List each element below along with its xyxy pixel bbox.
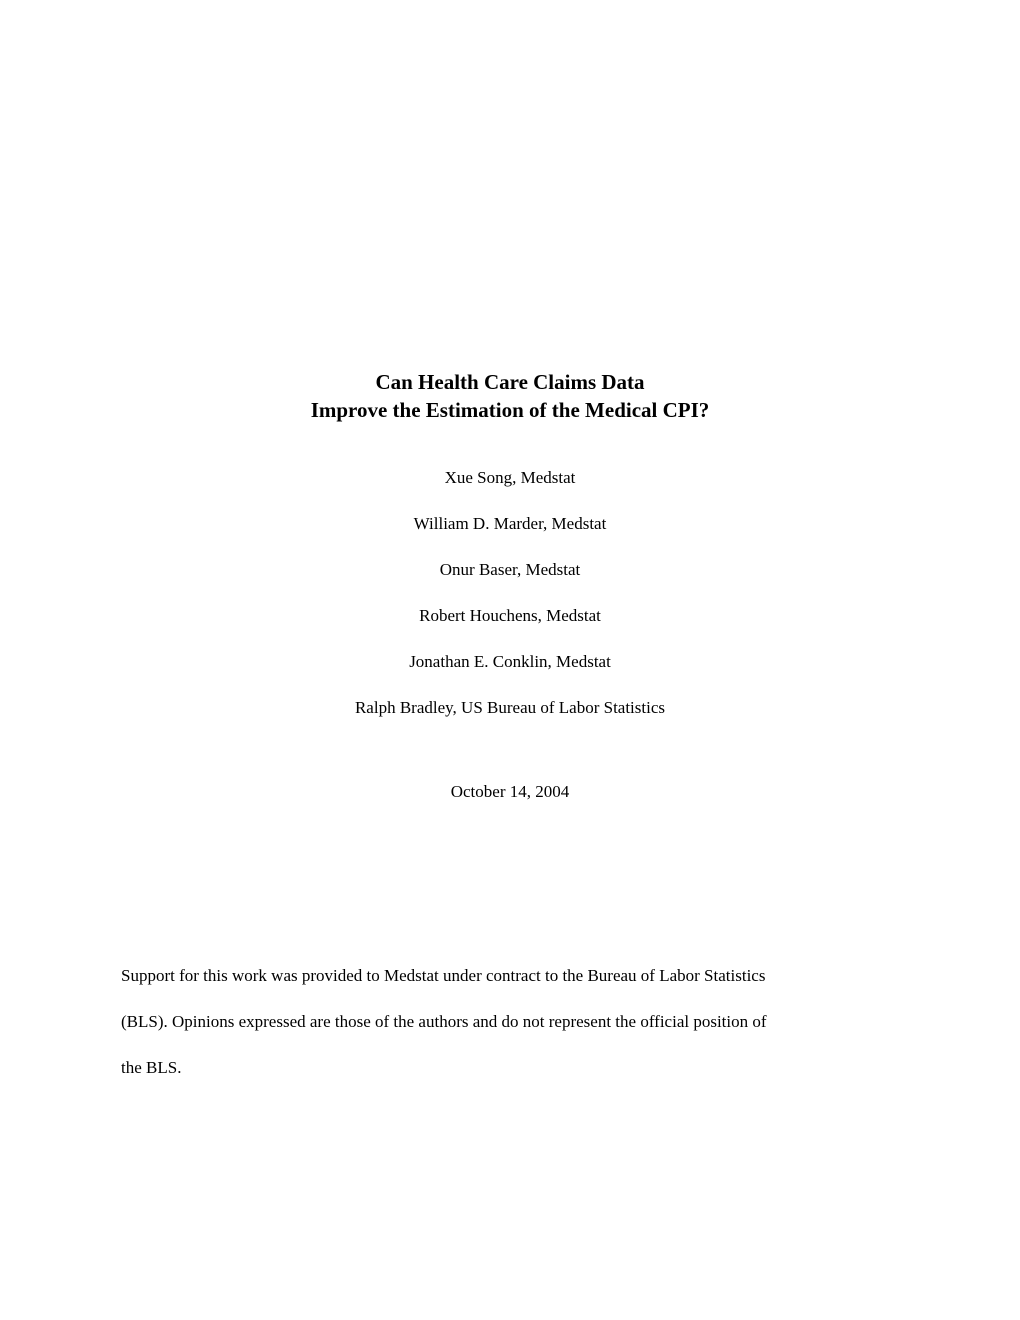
title-line-2: Improve the Estimation of the Medical CPI?	[310, 398, 710, 422]
author-item: Jonathan E. Conklin, Medstat	[409, 652, 611, 671]
author-item: Xue Song, Medstat	[444, 468, 576, 487]
author-item: Robert Houchens, Medstat	[419, 606, 601, 625]
author-item: Onur Baser, Medstat	[439, 560, 581, 579]
support-note-line: (BLS). Opinions expressed are those of the authors and do not represent the official position of	[121, 1012, 767, 1031]
support-note-line: Support for this work was provided to Medstat under contract to the Bureau of Labor Statistics	[121, 966, 766, 985]
support-note-line: the BLS.	[121, 1058, 182, 1077]
title-line-1: Can Health Care Claims Data	[375, 370, 645, 394]
author-item: Ralph Bradley, US Bureau of Labor Statistics	[354, 698, 666, 717]
support-note	[121, 965, 901, 1103]
author-list	[0, 467, 1020, 743]
author-item: William D. Marder, Medstat	[413, 514, 607, 533]
paper-title	[0, 368, 1020, 424]
publication-date: October 14, 2004	[450, 782, 570, 801]
